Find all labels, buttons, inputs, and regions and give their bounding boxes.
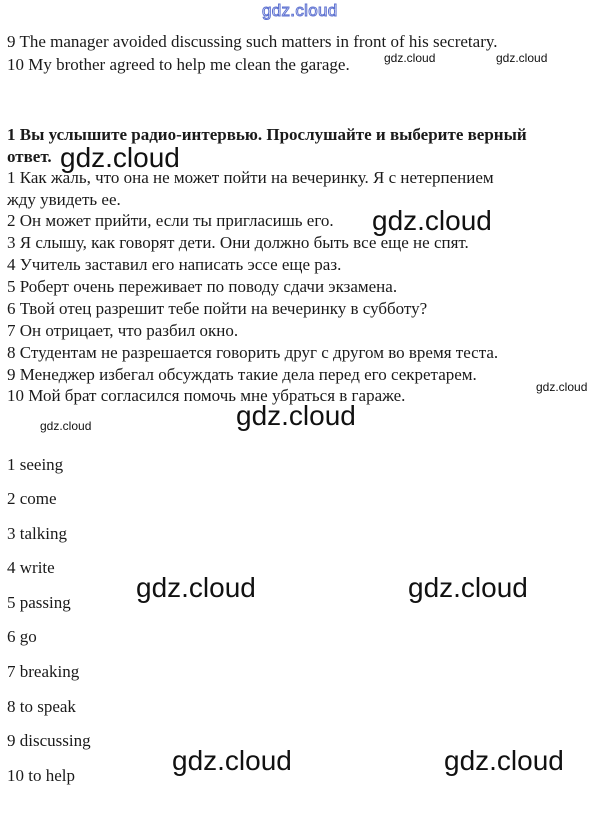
list-item: 3 Я слышу, как говорят дети. Они должно быть все еще не спят.	[7, 233, 469, 252]
watermark: gdz.cloud	[236, 400, 356, 431]
exercise-heading: ответ.	[7, 147, 52, 166]
answer-item: 6 go	[7, 627, 37, 646]
answer-item: 8 to speak	[7, 697, 76, 716]
watermark: gdz.cloud	[262, 1, 338, 20]
list-item: 8 Студентам не разрешается говорить друг с другом во время теста.	[7, 343, 499, 362]
answer-item: 2 come	[7, 489, 57, 508]
watermark: gdz.cloud	[60, 142, 180, 173]
text-line: 10 My brother agreed to help me clean the garage.	[7, 55, 350, 74]
answer-item: 3 talking	[7, 524, 67, 543]
watermark: gdz.cloud	[40, 419, 92, 433]
watermark: gdz.cloud	[536, 380, 588, 394]
watermark: gdz.cloud	[384, 51, 436, 65]
list-item: 9 Менеджер избегал обсуждать такие дела перед его секретарем.	[7, 365, 477, 384]
watermark: gdz.cloud	[408, 572, 528, 603]
watermark: gdz.cloud	[444, 745, 564, 776]
answer-item: 5 passing	[7, 593, 71, 612]
watermark: gdz.cloud	[172, 745, 292, 776]
text-line: 9 The manager avoided discussing such matters in front of his secretary.	[7, 32, 498, 51]
list-item: 10 Мой брат согласился помочь мне убраться в гараже.	[7, 386, 406, 405]
list-item: жду увидеть ее.	[7, 190, 121, 209]
list-item: 6 Твой отец разрешит тебе пойти на вечеринку в субботу?	[7, 299, 428, 318]
list-item: 5 Роберт очень переживает по поводу сдачи экзамена.	[7, 277, 398, 296]
list-item: 7 Он отрицает, что разбил окно.	[7, 321, 239, 340]
answer-item: 9 discussing	[7, 731, 91, 750]
watermark: gdz.cloud	[372, 205, 492, 236]
exercise-heading: 1 Вы услышите радио-интервью. Прослушайте и выберите верный	[7, 125, 527, 144]
watermark: gdz.cloud	[136, 572, 256, 603]
answer-item: 10 to help	[7, 766, 75, 785]
answer-item: 7 breaking	[7, 662, 80, 681]
list-item: 1 Как жаль, что она не может пойти на вечеринку. Я с нетерпением	[7, 168, 494, 187]
list-item: 2 Он может прийти, если ты пригласишь его.	[7, 211, 334, 230]
watermark: gdz.cloud	[496, 51, 548, 65]
answer-item: 1 seeing	[7, 455, 64, 474]
answer-item: 4 write	[7, 558, 55, 577]
list-item: 4 Учитель заставил его написать эссе еще раз.	[7, 255, 342, 274]
